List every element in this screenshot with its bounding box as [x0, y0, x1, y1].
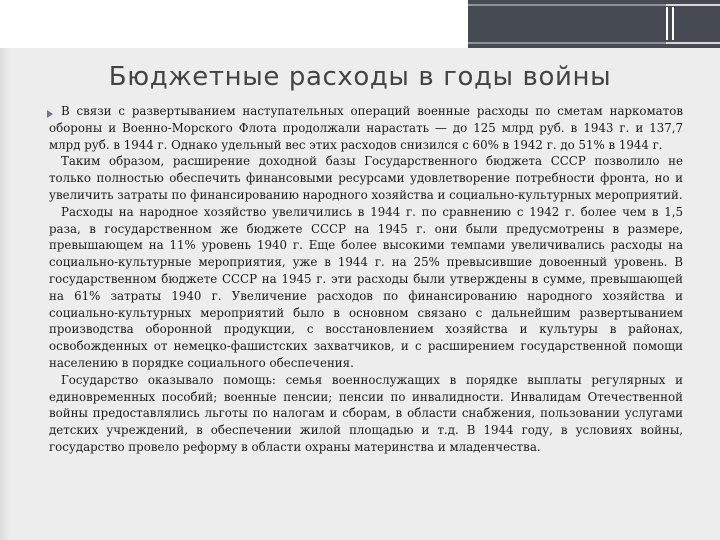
- paragraph: Государство оказывало помощь: семья военнослужащих в порядке выплаты регулярных и единовременных пособий; военные пенсии; пенсии по инвалидности. Инвалидам Отечественной войны предоставлялись льготы по налогам и сборам, в области снабжения, пользовании услугами детских учреждений, в обеспечении жилой площадью и т.д. В 1944 году, в условиях войны, государство провело реформу в области охраны материнства и младенчества.: [49, 372, 683, 454]
- top-bar-segment: [666, 4, 720, 6]
- top-bar-divider: [666, 7, 668, 40]
- top-bar-dark: [468, 0, 720, 48]
- top-decor-bar: [0, 0, 720, 48]
- paragraph: В связи с развертыванием наступательных операций военные расходы по сметам наркоматов обороны и Военно-Морского Флота продолжали нарастать — до 125 млрд руб. в 1943 г. и 137,7 млрд руб. в 1944 г. Однако удельный вес этих расходов снизился с 60% в 1942 г. до 51% в 1944 г.: [49, 104, 683, 152]
- paragraph: Расходы на народное хозяйство увеличились в 1944 г. по сравнению с 1942 г. более чем в 1,5 раза, в государственном же бюджете СССР на 1945 г. они были предусмотрены в размере, превышающем на 11% уровень 1940 г. Еще более высокими темпами увеличивались расходы на социально-культурные мероприятия, уже в 1944 г. на 25% превысившие довоенный уровень. В государственном бюджете СССР на 1945 г. эти расходы были утверждены в сумме, превышающей на 61% затраты 1940 г. Увеличение расходов по финансированию народного хозяйства и социально-культурных мероприятий было в основном связано с дальнейшим развертыванием производства оборонной продукции, с восстановлением хозяйства и культуры в районах, освобожденных от немецко-фашистских захватчиков, и с расширением государственной помощи населению в порядке социального обеспечения.: [49, 204, 683, 370]
- slide-body: [49, 103, 683, 456]
- top-bar-light: [0, 0, 468, 48]
- top-bar-segment: [666, 42, 720, 44]
- paragraph: Таким образом, расширение доходной базы Государственного бюджета СССР позволило не только полностью обеспечить финансовыми ресурсами удовлетворение потребности фронта, но и увеличить затраты по финансированию народного хозяйства и социально-культурных мероприятий.: [49, 154, 683, 202]
- top-bar-divider: [672, 7, 674, 40]
- slide-title: Бюджетные расходы в годы войны: [108, 62, 612, 92]
- left-edge-shade: [0, 48, 10, 540]
